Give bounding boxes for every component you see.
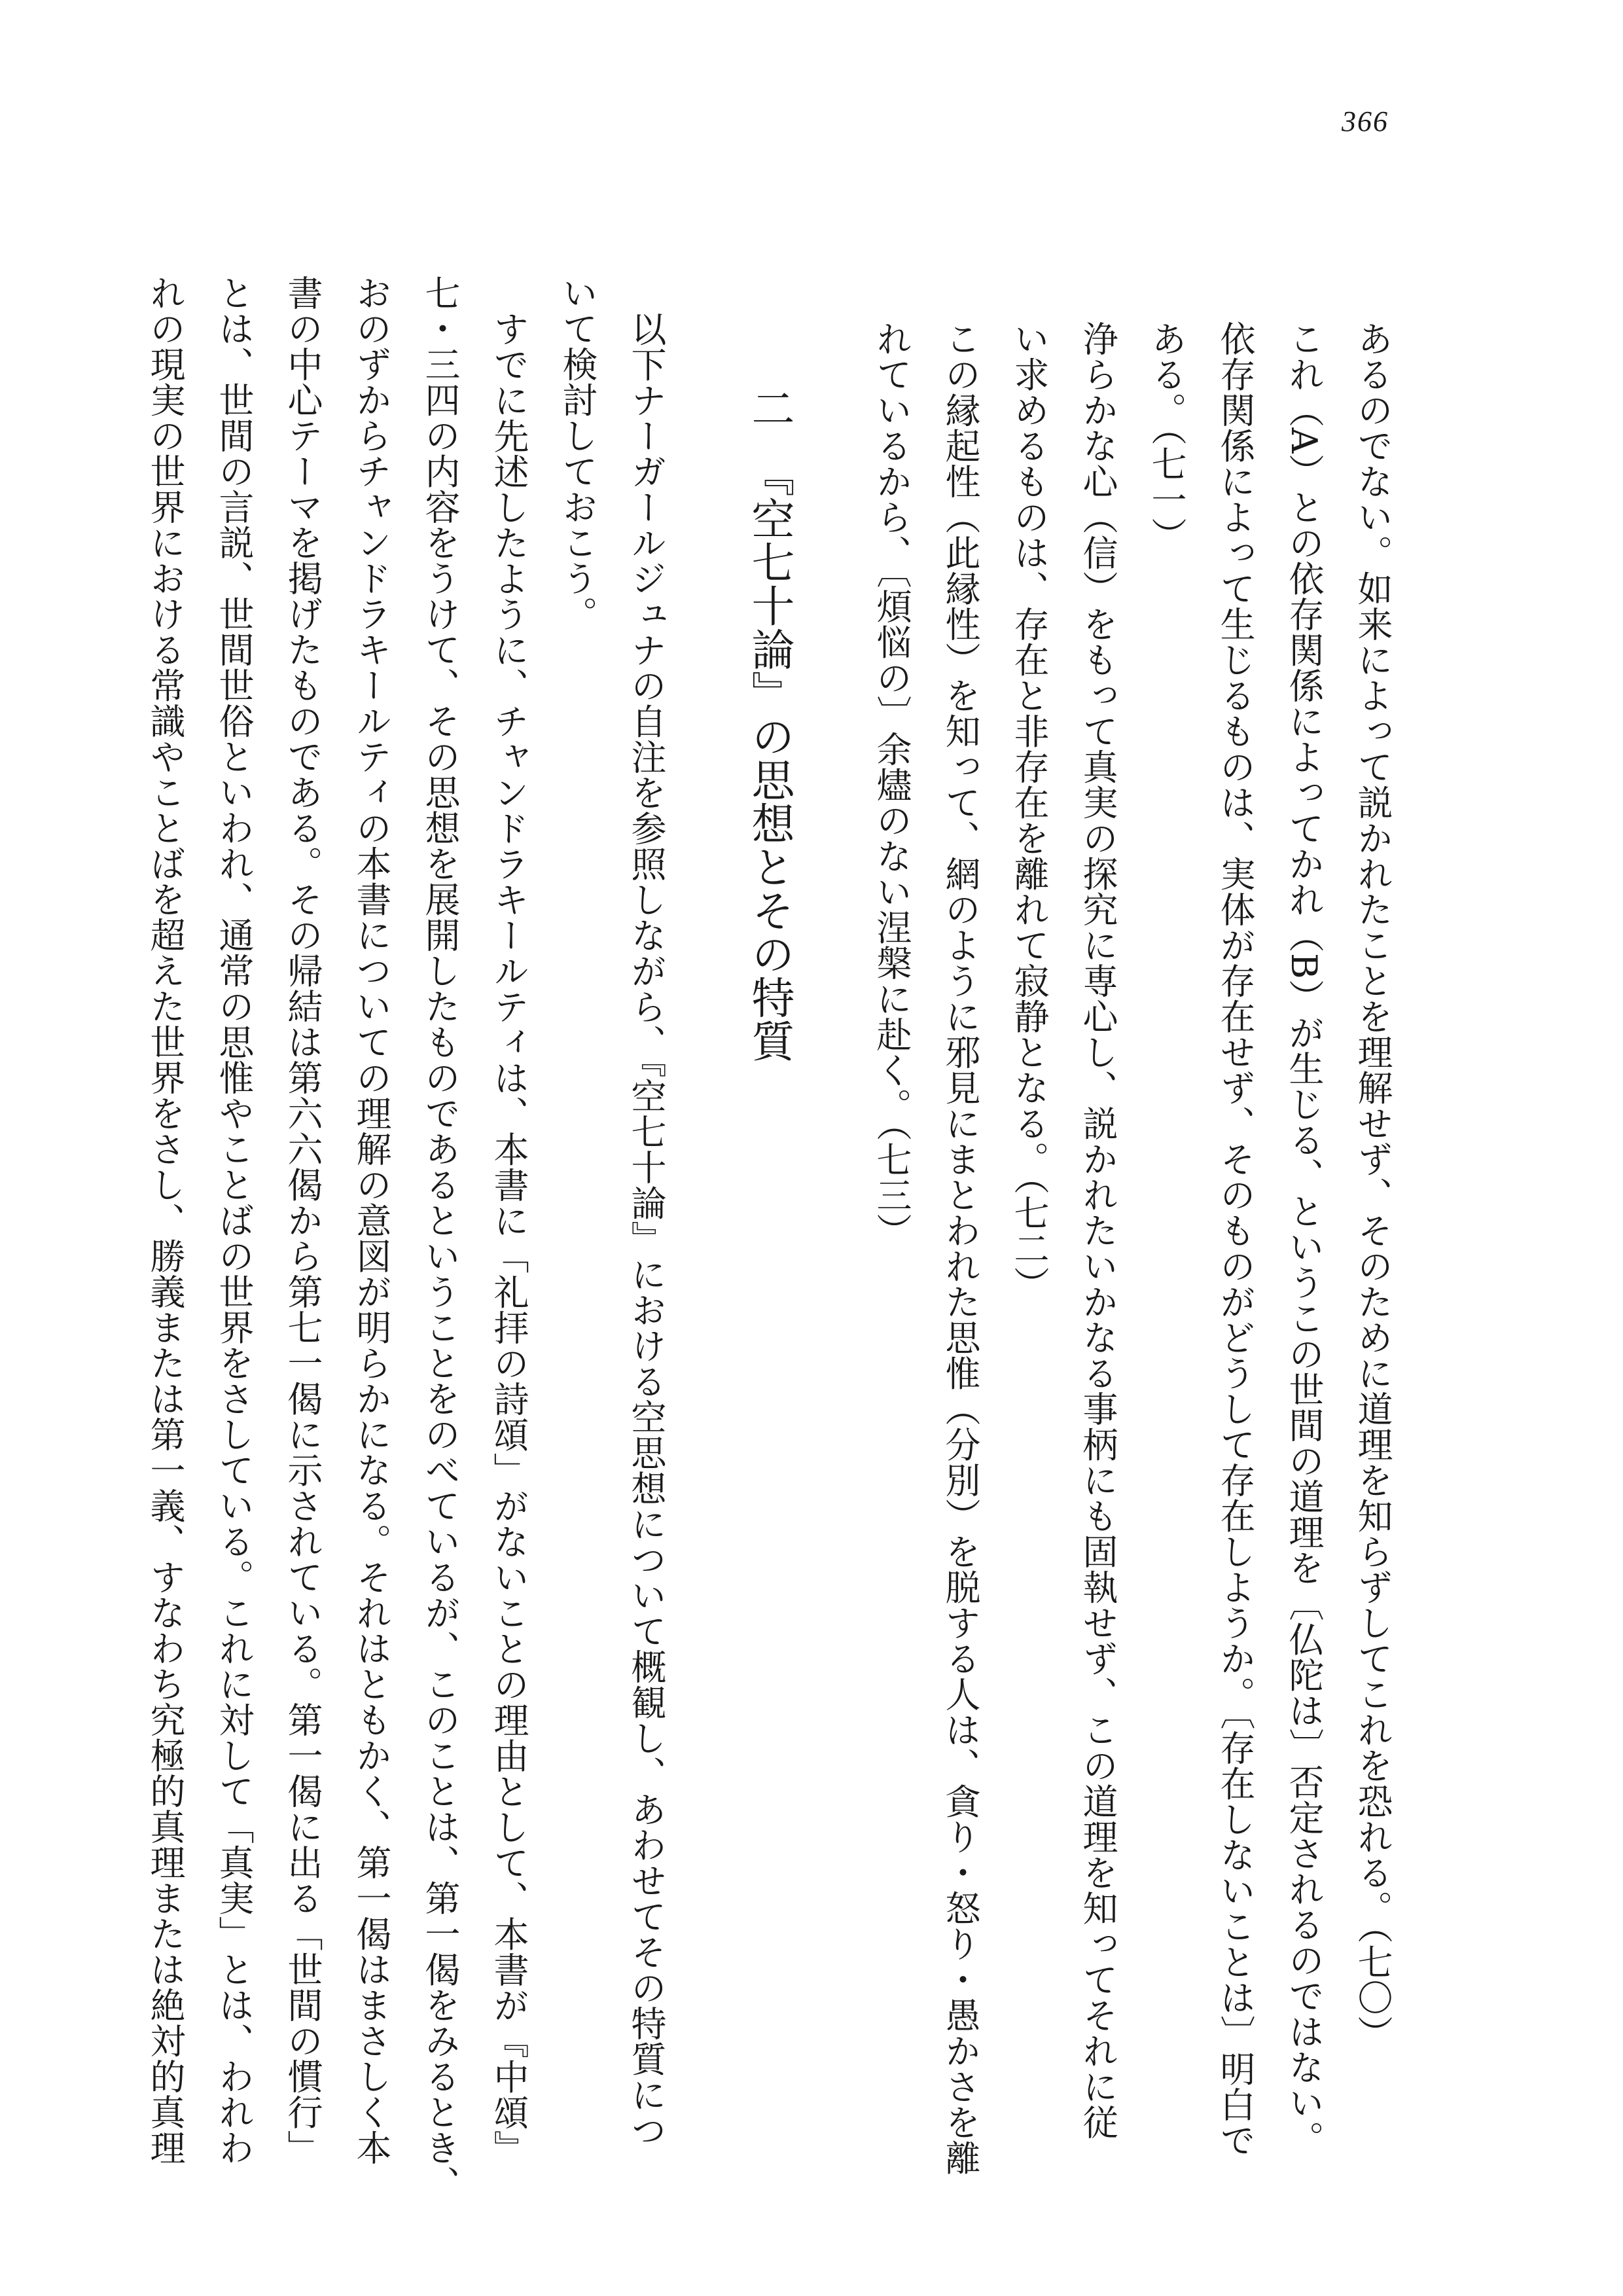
body-line: おのずからチャンドラキールティの本書についての理解の意図が明らかになる。それはともかく、第一偈はまさしく本 (351, 275, 392, 2166)
verse-line: 浄らかな心（信）をもって真実の探究に専心し、説かれたいかなる事柄にも固執せず、この道理を知ってそれに従 (1077, 321, 1118, 2140)
verse-line: これ（A）との依存関係によってかれ（B）が生じる、というこの世間の道理を〔仏陀は〕否定されるのではない。 (1283, 321, 1325, 2157)
body-line: いて検討しておこう。 (557, 275, 598, 632)
section-number: 二 (744, 386, 794, 430)
body-line: すでに先述したように、チャンドラキールティは、本書に「礼拝の詩頌」がないことの理由として、本書が『中頌』 (488, 311, 529, 2166)
section-heading (720, 386, 818, 2081)
body-line: とは、世間の言説、世間世俗といわれ、通常の思惟やことばの世界をさしている。これに対して「真実」とは、われわ (213, 275, 255, 2166)
spacer (681, 275, 720, 2081)
verse-line: い求めるものは、存在と非存在を離れて寂静となる。（七二） (1008, 321, 1050, 1302)
verse-line: 依存関係によって生じるものは、実体が存在せず、そのものがどうして存在しようか。〔存在しないことは〕明白で (1215, 321, 1256, 2158)
verse-line: あるのでない。如来によって説かれたことを理解せず、そのために道理を知らずしてこれを恐れる。（七〇） (1352, 321, 1393, 2051)
section-title: 『空七十論』の思想とその特質 (744, 453, 794, 1063)
page-number: 366 (1342, 105, 1389, 137)
verse-line: れているから、〔煩悩の〕余燼のない涅槃に赴く。（七三） (871, 321, 912, 1249)
verse-line: ある。（七一） (1146, 321, 1187, 553)
body-line: 七・三四の内容をうけて、その思想を展開したものであるということをのべているが、このことは、第一偈をみるとき、 (419, 275, 461, 2201)
body-line: 書の中心テーマを掲げたものである。その帰結は第六六偈から第七一偈に示されている。第一偈に出る「世間の慣行」 (282, 275, 323, 2166)
body-line: れの現実の世界における常識やことばを超えた世界をさし、勝義または第一義、すなわち究極的真理または絶対的真理 (145, 275, 186, 2166)
body-line: 以下ナーガールジュナの自注を参照しながら、『空七十論』における空思想について概観し、あわせてその特質につ (626, 311, 667, 2148)
spacer (818, 275, 857, 2081)
verse-line: この縁起性（此縁性）を知って、網のように邪見にまとわれた思惟（分別）を脱する人は、貪り・怒り・愚かさを離 (940, 321, 981, 2176)
page-text (131, 275, 1407, 2201)
